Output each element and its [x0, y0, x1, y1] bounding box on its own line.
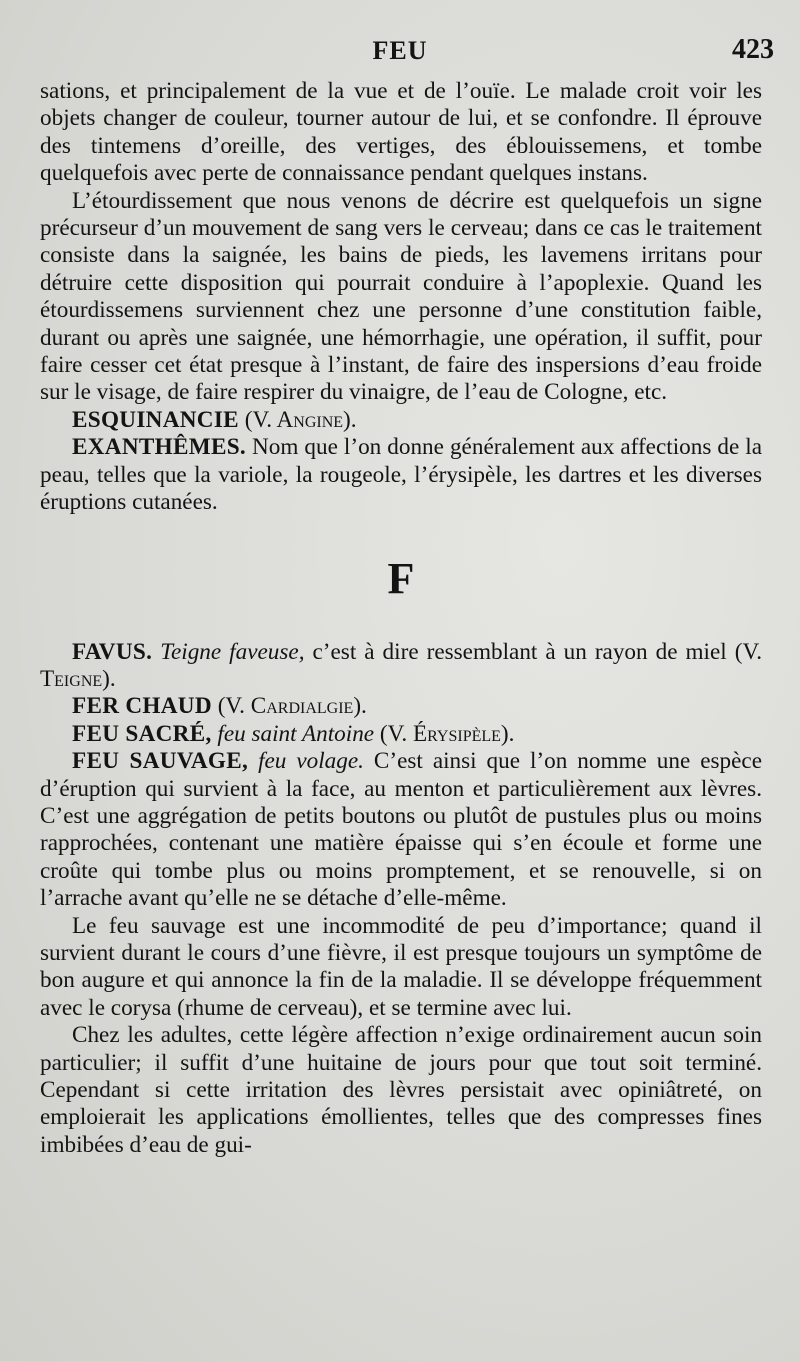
page-number: 423 — [732, 34, 774, 65]
entry-head: EXANTHÊMES. — [72, 434, 247, 461]
entry-synonym: feu saint Antoine — [217, 720, 375, 747]
entry-head: FAVUS. — [72, 638, 153, 665]
paragraph-etourdissement: L’étourdissement que nous venons de décrire est quelquefois un signe précurseur d’un mouvement de sang vers le cerveau; dans ce cas le traitement consiste dans la saignée, les bains de pieds, les lavemens irritans pour détruire cette disposition qui pourrait conduire à l’apoplexie. Quand les étourdissemens surviennent chez une personne d’une constitution faible, durant ou après une saignée, une hémorrhagie, une opération, il suffit, pour faire cesser cet état presque à l’instant, de faire des inspersions d’eau froide sur le visage, de faire respirer du vinaigre, de l’eau de Cologne, etc. — [40, 187, 762, 406]
entry-head: FEU SACRÉ, — [72, 720, 212, 747]
cross-reference: (V. Angine). — [244, 406, 357, 433]
paragraph-continuation: sations, et principalement de la vue et de l’ouïe. Le malade croit voir les objets changer de couleur, tourner autour de lui, et se confondre. Il éprouve des tintemens d’oreille, des vertiges, des éblouissemens, et tombe quelquefois avec perte de connaissance pendant quelques instans. — [40, 78, 762, 187]
cross-reference: (V. Érysipèle). — [379, 720, 515, 747]
entry-esquinancie — [40, 407, 762, 434]
entry-synonym: feu volage. — [258, 748, 364, 775]
paragraph-feu-sauvage-importance: Le feu sauvage est une incommodité de peu d’importance; quand il survient durant le cours d’une fièvre, il est presque toujours un symptôme de bon augure et qui annonce la fin de la maladie. Il se développe fréquemment avec le corysa (rhume de cerveau), et se termine avec lui. — [40, 912, 762, 1021]
body-text — [40, 78, 762, 1159]
entry-head: FEU SAUVAGE, — [72, 748, 249, 775]
entry-head: FER CHAUD — [72, 693, 212, 720]
entry-feu-sauvage — [40, 748, 762, 912]
entry-synonym: Teigne faveuse, — [160, 638, 305, 665]
entry-text: C’est ainsi que l’on nomme une espèce d’éruption qui survient à la face, au menton et particulièrement aux lèvres. C’est une aggrégation de petits boutons ou plutôt de pustules plus ou moins rapprochées, contenant une matière épaisse qui s’en écoule et forme une croûte qui tombe plus ou moins promptement, et se renouvelle, si on l’arrache avant qu’elle ne se détache d’elle-même. — [40, 748, 763, 912]
entry-exanthemes — [40, 434, 762, 516]
running-head — [0, 30, 800, 70]
entry-head: ESQUINANCIE — [72, 406, 239, 433]
paragraph-adultes: Chez les adultes, cette légère affection n’exige ordinairement aucun soin particulier; il suffit d’une huitaine de jours pour que tout soit terminé. Cependant si cette irritation des lèvres persistait avec opiniâtreté, on emploierait les applications émollientes, telles que des compresses fines imbibées d’eau de gui- — [40, 1022, 762, 1158]
cross-reference: (V. Cardialgie). — [217, 693, 367, 720]
entry-favus — [40, 639, 762, 694]
entry-feu-sacre — [40, 721, 762, 748]
cross-reference: (V. Teigne). — [40, 638, 762, 692]
entry-text: c’est à dire ressemblant à un rayon de miel — [312, 638, 727, 665]
entry-fer-chaud — [40, 693, 762, 720]
section-letter: F — [387, 553, 415, 603]
entry-text: Nom que l’on donne généralement aux affections de la peau, telles que la variole, la rougeole, l’érysipèle, les dartres et les diverses éruptions cutanées. — [40, 434, 762, 516]
running-title: FEU — [372, 36, 428, 65]
